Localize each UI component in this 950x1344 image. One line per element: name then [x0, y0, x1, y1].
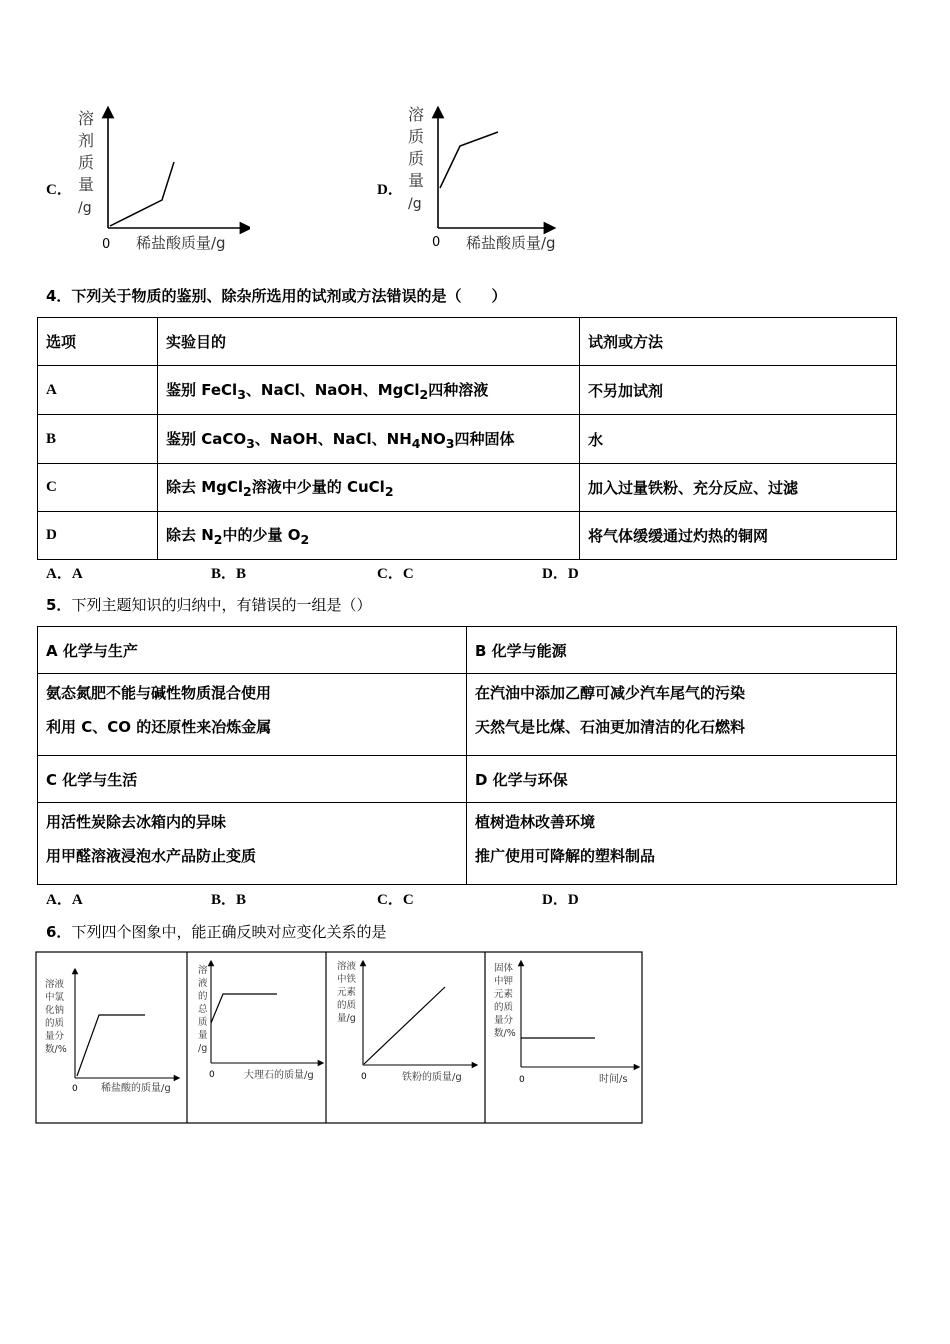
- q4-title: 4．下列关于物质的鉴别、除杂所选用的试剂或方法错误的是（ ）: [46, 287, 507, 305]
- svg-text:铁粉的质量/g: 铁粉的质量/g: [402, 1072, 462, 1083]
- q6-graph-2: [198, 963, 321, 1081]
- q3-graph-d: [400, 100, 580, 260]
- q5-choice-a[interactable]: A．A: [46, 892, 83, 908]
- q6-graph-4: [494, 962, 637, 1085]
- q4-header-goal: 实验目的: [158, 318, 580, 366]
- q5-cell-d-body: [467, 803, 897, 885]
- q4-row-a: [38, 366, 897, 415]
- q4-row-goal: 鉴别 CaCO$_3$、NaOH、NaCl、$NH_4NO_3$四种固体: [158, 415, 580, 464]
- q4-row-goal: 除去 $N_2$中的少量 $O_2$: [158, 512, 580, 560]
- q6-title: 6．下列四个图象中，能正确反映对应变化关系的是: [46, 923, 387, 941]
- svg-text:元素: 元素: [337, 987, 357, 998]
- svg-text:大理石的质量/g: 大理石的质量/g: [244, 1070, 314, 1081]
- q5-cell-d-head: D 化学与环保: [467, 756, 897, 803]
- q4-row-option: B: [38, 415, 158, 464]
- q5-line: 用活性炭除去冰箱内的异味: [46, 813, 227, 831]
- q5-title: 5．下列主题知识的归纳中，有错误的一组是（）: [46, 596, 372, 614]
- svg-text:量分: 量分: [494, 1015, 514, 1026]
- ylabel-char: 量: [78, 175, 95, 194]
- svg-text:溶: 溶: [198, 965, 208, 976]
- q4-row-method: 不另加试剂: [580, 366, 897, 415]
- svg-text:量分: 量分: [45, 1031, 65, 1042]
- x-axis-label: 稀盐酸质量/g: [136, 234, 226, 252]
- svg-text:溶液: 溶液: [45, 979, 65, 990]
- svg-text:的质: 的质: [494, 1002, 514, 1013]
- svg-text:的质: 的质: [45, 1018, 65, 1029]
- q3-option-d-letter: D．: [377, 182, 403, 198]
- svg-text:量/g: 量/g: [337, 1013, 356, 1024]
- ylabel-char: /g: [408, 196, 422, 212]
- q5-line: 植树造林改善环境: [475, 813, 596, 831]
- ylabel-char: 剂: [78, 131, 95, 150]
- q3-graph-c: [70, 100, 250, 260]
- q5-choice-d[interactable]: D．D: [542, 892, 579, 908]
- svg-text:0: 0: [361, 1072, 367, 1082]
- ylabel-char: 质: [408, 127, 425, 146]
- ylabel-char: /g: [78, 200, 92, 216]
- ylabel-char: 质: [408, 149, 425, 168]
- q5-line: 推广使用可降解的塑料制品: [475, 847, 656, 865]
- q3-option-c-letter: C．: [46, 182, 72, 198]
- q4-table: [37, 317, 897, 560]
- q4-header-option: 选项: [38, 318, 158, 366]
- svg-text:总: 总: [198, 1004, 208, 1015]
- svg-text:溶液: 溶液: [337, 961, 357, 972]
- svg-text:质: 质: [198, 1017, 208, 1028]
- q4-row-method: 将气体缓缓通过灼热的铜网: [580, 512, 897, 560]
- curve: [110, 162, 174, 226]
- svg-text:的质: 的质: [337, 1000, 357, 1011]
- q5-line: 天然气是比煤、石油更加清洁的化石燃料: [475, 718, 746, 736]
- svg-text:中氯: 中氯: [45, 992, 65, 1003]
- q5-cell-b-body: [467, 674, 897, 756]
- q4-row-goal: 除去 MgCl$_2$溶液中少量的 CuCl$_2$: [158, 464, 580, 512]
- origin-label: 0: [432, 235, 441, 250]
- q4-choice-b[interactable]: B．B: [211, 566, 247, 582]
- q4-row-option: A: [38, 366, 158, 415]
- svg-text:0: 0: [519, 1075, 525, 1085]
- svg-text:固体: 固体: [494, 963, 514, 974]
- q4-choice-c[interactable]: C．C: [377, 566, 414, 582]
- ylabel-char: 溶: [408, 105, 425, 124]
- q6-graph-1: [45, 971, 177, 1094]
- q5-table: [37, 626, 897, 885]
- x-axis-label: 稀盐酸质量/g: [466, 234, 556, 252]
- ylabel-char: 质: [78, 153, 95, 172]
- q4-choice-a[interactable]: A．A: [46, 566, 83, 582]
- svg-text:稀盐酸的质量/g: 稀盐酸的质量/g: [101, 1083, 171, 1094]
- q5-line: 氨态氮肥不能与碱性物质混合使用: [46, 684, 272, 702]
- svg-text:量: 量: [198, 1030, 208, 1041]
- q4-row-method: 加入过量铁粉、充分反应、过滤: [580, 464, 897, 512]
- q4-row-option: D: [38, 512, 158, 560]
- svg-text:中铁: 中铁: [337, 974, 357, 985]
- curve: [440, 132, 498, 188]
- q4-header-method: 试剂或方法: [580, 318, 897, 366]
- q4-row-c: [38, 464, 897, 512]
- q5-cell-a-body: [38, 674, 467, 756]
- origin-label: 0: [102, 237, 111, 252]
- svg-text:数/%: 数/%: [45, 1044, 67, 1055]
- q5-cell-c-body: [38, 803, 467, 885]
- q4-row-d: [38, 512, 897, 560]
- svg-text:化钠: 化钠: [45, 1005, 65, 1016]
- q5-cell-b-head: B 化学与能源: [467, 627, 897, 674]
- q4-row-b: [38, 415, 897, 464]
- svg-text:0: 0: [72, 1084, 78, 1094]
- q5-choice-b[interactable]: B．B: [211, 892, 247, 908]
- svg-text:的: 的: [198, 991, 208, 1002]
- q5-line: 在汽油中添加乙醇可减少汽车尾气的污染: [475, 684, 746, 702]
- y-axis-label: [408, 105, 424, 212]
- q5-choice-c[interactable]: C．C: [377, 892, 414, 908]
- ylabel-char: 溶: [78, 109, 95, 128]
- q5-cell-a-head: A 化学与生产: [38, 627, 467, 674]
- y-axis-label: [78, 109, 94, 216]
- q5-line: 用甲醛溶液浸泡水产品防止变质: [46, 847, 257, 865]
- ylabel-char: 量: [408, 171, 425, 190]
- q6-graphs: [35, 951, 645, 1125]
- q4-row-option: C: [38, 464, 158, 512]
- svg-text:中钾: 中钾: [494, 976, 514, 987]
- q6-graph-3: [337, 960, 475, 1083]
- svg-text:时间/s: 时间/s: [599, 1074, 628, 1085]
- q4-row-goal: 鉴别 FeCl$_3$、NaCl、NaOH、MgCl$_2$四种溶液: [158, 366, 580, 415]
- svg-text:元素: 元素: [494, 989, 514, 1000]
- svg-text:0: 0: [209, 1070, 215, 1080]
- svg-text:数/%: 数/%: [494, 1028, 516, 1039]
- svg-text:液: 液: [198, 978, 208, 989]
- q5-cell-c-head: C 化学与生活: [38, 756, 467, 803]
- q4-row-method: 水: [580, 415, 897, 464]
- q4-choice-d[interactable]: D．D: [542, 566, 579, 582]
- q5-line: 利用 C、CO 的还原性来冶炼金属: [46, 718, 272, 736]
- svg-text:/g: /g: [198, 1043, 208, 1054]
